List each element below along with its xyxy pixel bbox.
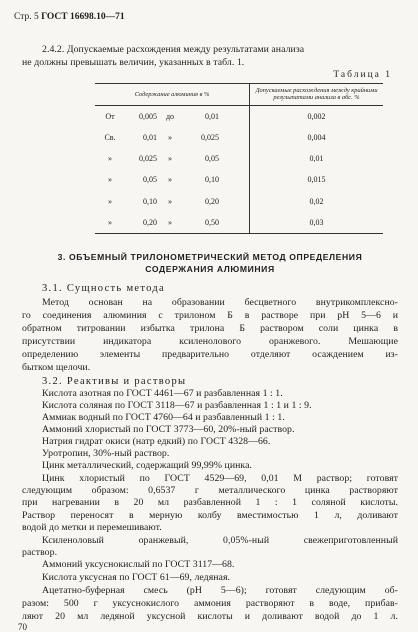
range-p: » xyxy=(108,154,112,164)
range-v2: 0,05 xyxy=(205,154,219,164)
para-242-line-2: не должны превышать величин, указанных в табл. 1. xyxy=(22,57,245,68)
header-gost: ГОСТ 16698.10—71 xyxy=(41,12,125,22)
tolerance-cell: 0,002 xyxy=(307,111,326,121)
table-row xyxy=(95,127,383,148)
tolerance-cell: 0,004 xyxy=(307,133,326,143)
reagent-line: Цинк хлористый по ГОСТ 4529—69, 0,01 М раствор; готовят xyxy=(42,473,398,484)
reagent-line: Аммиак водный по ГОСТ 4760—64 и разбавленный 1 : 1. xyxy=(42,412,285,423)
range-cell xyxy=(95,127,250,148)
section-31-line: бытком щелочи. xyxy=(22,362,91,373)
range-v2: 0,025 xyxy=(201,133,219,143)
section-31-line: го соединения алюминия с трилоном Б в растворе при pH 5—6 и xyxy=(22,310,398,321)
reagent-line: при нагревании в 20 мл разбавленной 1 : 1 соляной кислоты. xyxy=(22,497,398,508)
range-p: » xyxy=(108,217,112,227)
range-v2: 0,01 xyxy=(205,111,219,121)
range-cell xyxy=(95,148,250,169)
table-row xyxy=(95,212,383,234)
page-number: 70 xyxy=(18,622,27,632)
para-242-line-1: 2.4.2. Допускаемые расхождения между результатами анализа xyxy=(42,44,305,55)
table-header-tolerance: Допускаемые расхождения между крайними результатами анализа в абс. % xyxy=(250,84,384,106)
section-31-line: определению элементы предварительно отделяют осаждением из- xyxy=(22,349,398,360)
reagent-line: разом: 500 г уксуснокислого аммония растворяют в воде, прибав- xyxy=(22,598,398,609)
reagent-line: Уротропин, 30%-ный раствор. xyxy=(42,448,170,459)
reagent-line: водой до метки и перемешивают. xyxy=(22,522,162,533)
table-row xyxy=(95,148,383,169)
section-32-heading: 3.2. Реактивы и растворы xyxy=(42,376,187,387)
reagent-line: Кислота уксусная по ГОСТ 61—69, ледяная. xyxy=(42,572,231,583)
range-p2: » xyxy=(168,154,172,164)
table-header-content: Содержание алюминия в % xyxy=(95,84,250,106)
section-31-line: присутствии индикатора ксиленолового оранжевого. Мешающие xyxy=(22,336,398,347)
tolerance-cell: 0,015 xyxy=(307,175,326,185)
section-3-title-line-2: СОДЕРЖАНИЯ АЛЮМИНИЯ xyxy=(145,264,275,274)
reagent-line: Аммоний уксуснокислый по ГОСТ 3117—68. xyxy=(42,559,235,570)
reagent-line: Кислота азотная по ГОСТ 4461—67 и разбавленная 1 : 1. xyxy=(42,388,283,399)
table-title: Таблица 1 xyxy=(333,70,392,80)
range-v1: 0,05 xyxy=(143,175,157,185)
range-p2: » xyxy=(168,133,172,143)
reagent-line: раствор. xyxy=(22,547,58,558)
range-v1: 0,20 xyxy=(143,217,157,227)
section-31-line: Метод основан на образовании бесцветного внутрикомплексно- xyxy=(42,297,398,308)
range-v1: 0,005 xyxy=(139,111,157,121)
range-cell xyxy=(95,105,250,127)
range-cell xyxy=(95,191,250,212)
range-p: Св. xyxy=(104,133,116,143)
table-row xyxy=(95,169,383,190)
range-p2: » xyxy=(168,175,172,185)
range-v1: 0,10 xyxy=(143,196,157,206)
range-p2: » xyxy=(168,217,172,227)
range-p: » xyxy=(108,175,112,185)
section-31-heading: 3.1. Сущность метода xyxy=(42,283,165,294)
tolerance-cell: 0,03 xyxy=(250,212,384,234)
tolerance-table xyxy=(95,83,383,234)
range-p: » xyxy=(108,196,112,206)
reagent-line: Аммоний хлористый по ГОСТ 3773—60, 20%-ный раствор. xyxy=(42,424,295,435)
section-3-title-line-1: 3. ОБЪЕМНЫЙ ТРИЛОНОМЕТРИЧЕСКИЙ МЕТОД ОПРЕДЕЛЕНИЯ xyxy=(57,252,363,262)
range-v1: 0,025 xyxy=(139,154,157,164)
range-p2: » xyxy=(168,196,172,206)
reagent-line: ляют 20 мл ледяной уксусной кислоты и доливают водой до 1 л. xyxy=(22,611,398,622)
reagent-line: Натрия гидрат окиси (натр едкий) по ГОСТ 4328—66. xyxy=(42,436,271,447)
section-31-line: обратном титровании избытка трилона Б раствором соли цинка в xyxy=(22,323,398,334)
page-header xyxy=(14,12,125,22)
reagent-line: Цинк металлический, содержащий 99,99% цинка. xyxy=(42,460,252,471)
range-v1: 0,01 xyxy=(143,133,157,143)
table-row xyxy=(95,191,383,212)
reagent-line: следующим образом: 0,6537 г металлического цинка растворяют xyxy=(22,485,398,496)
range-v2: 0,10 xyxy=(205,175,219,185)
range-cell xyxy=(95,169,250,190)
header-prefix: Стр. 5 xyxy=(14,12,39,22)
range-v2: 0,20 xyxy=(205,196,219,206)
range-v2: 0,50 xyxy=(205,217,219,227)
range-p: От xyxy=(105,111,115,121)
range-cell xyxy=(95,212,250,234)
reagent-line: Ксиленоловый оранжевый, 0,05%-ный свежеприготовленный xyxy=(42,535,398,546)
tolerance-cell: 0,01 xyxy=(309,154,324,164)
tolerance-cell: 0,02 xyxy=(309,196,324,206)
reagent-line: Кислота соляная по ГОСТ 3118—67 и разбавленная 1 : 1 и 1 : 9. xyxy=(42,400,312,411)
range-p2: до xyxy=(165,111,175,121)
table-row xyxy=(95,105,383,127)
reagent-line: Ацетатно-буферная смесь (pH 5—6); готовят следующим об- xyxy=(42,585,398,596)
reagent-line: Раствор переносят в мерную колбу вместимостью 1 л, доливают xyxy=(22,510,398,521)
